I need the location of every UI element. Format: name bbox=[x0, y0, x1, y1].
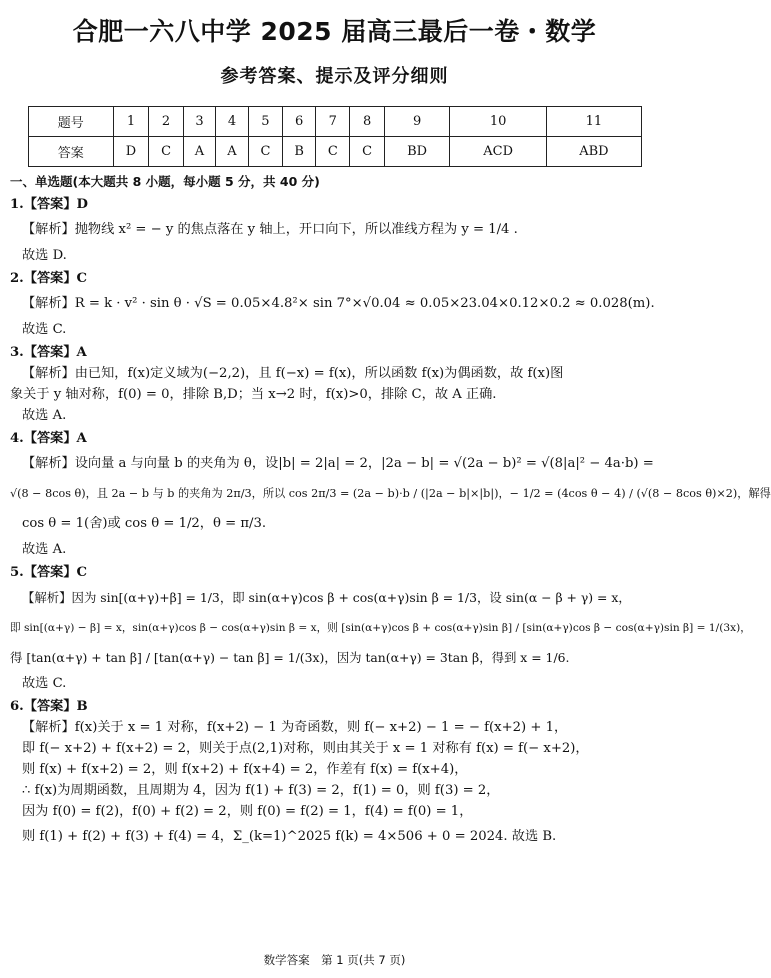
question-5-answer: 5.【答案】C bbox=[10, 565, 88, 580]
question-4-result: cos θ = 1(舍)或 cos θ = 1/2，θ = π/3. bbox=[22, 516, 267, 531]
table-header-cell: 题号 bbox=[29, 107, 114, 137]
question-6-conclusion: 则 f(1) + f(2) + f(3) + f(4) = 4，Σ_(k=1)^2025 f(k) = 4×506 + 0 = 2024. 故选 B. bbox=[22, 829, 557, 844]
table-row-answers bbox=[29, 137, 642, 167]
question-6-explanation-3: 则 f(x) + f(x+2) = 2，则 f(x+2) + f(x+4) = 2，作差有 f(x) = f(x+4)， bbox=[22, 762, 468, 777]
question-4-explanation: 【解析】设向量 a 与向量 b 的夹角为 θ，设|b| = 2|a| = 2，|2a − b| = √(2a − b)² = √(8|a|² − 4a·b) = bbox=[22, 456, 654, 471]
section-heading: 一、单选题(本大题共 8 小题，每小题 5 分，共 40 分) bbox=[10, 174, 320, 189]
question-5-conclusion: 故选 C. bbox=[22, 676, 67, 691]
question-6-explanation-1: 【解析】f(x)关于 x = 1 对称，f(x+2) − 1 为奇函数，则 f(− x+2) − 1 = − f(x+2) + 1， bbox=[22, 720, 568, 735]
document-title: 合肥一六八中学 2025 届高三最后一卷・数学 bbox=[72, 17, 597, 46]
table-cell: 2 bbox=[149, 107, 183, 137]
question-2-conclusion: 故选 C. bbox=[22, 322, 67, 337]
table-cell: C bbox=[248, 137, 282, 167]
table-cell: ACD bbox=[450, 137, 546, 167]
question-1-conclusion: 故选 D. bbox=[22, 248, 67, 263]
table-cell: BD bbox=[384, 137, 450, 167]
table-cell: 7 bbox=[316, 107, 350, 137]
table-cell: 9 bbox=[384, 107, 450, 137]
question-5-result: 得 [tan(α+γ) + tan β] / [tan(α+γ) − tan β] = 1/(3x)，因为 tan(α+γ) = 3tan β，得到 x = 1/6. bbox=[10, 650, 570, 665]
question-1-answer: 1.【答案】D bbox=[10, 197, 88, 212]
answer-table bbox=[28, 106, 642, 167]
table-cell: C bbox=[350, 137, 384, 167]
table-header-cell: 答案 bbox=[29, 137, 114, 167]
question-3-answer: 3.【答案】A bbox=[10, 345, 87, 360]
question-3-explanation: 【解析】由已知，f(x)定义域为(−2,2)，且 f(−x) = f(x)，所以函数 f(x)为偶函数，故 f(x)图 bbox=[22, 366, 564, 381]
question-5-explanation: 【解析】因为 sin[(α+γ)+β] = 1/3，即 sin(α+γ)cos β + cos(α+γ)sin β = 1/3，设 sin(α − β + γ) = x， bbox=[22, 590, 631, 605]
question-2-explanation: 【解析】R = k · v² · sin θ · √S = 0.05×4.8²× sin 7°×√0.04 ≈ 0.05×23.04×0.12×0.2 ≈ 0.028(m). bbox=[22, 296, 655, 311]
solutions-body bbox=[10, 172, 771, 852]
question-3-explanation-cont: 象关于 y 轴对称，f(0) = 0，排除 B,D；当 x→2 时，f(x)>0，排除 C，故 A 正确. bbox=[10, 387, 497, 402]
question-1-explanation: 【解析】抛物线 x² = − y 的焦点落在 y 轴上，开口向下，所以准线方程为 y = 1/4 . bbox=[22, 222, 518, 237]
table-cell: 5 bbox=[248, 107, 282, 137]
table-cell: D bbox=[113, 137, 149, 167]
table-cell: 4 bbox=[216, 107, 249, 137]
document-subtitle: 参考答案、提示及评分细则 bbox=[220, 66, 449, 87]
table-row-numbers bbox=[29, 107, 642, 137]
question-6-explanation-4: ∴ f(x)为周期函数，且周期为 4，因为 f(1) + f(3) = 2，f(1) = 0，则 f(3) = 2， bbox=[22, 783, 500, 798]
question-5-explanation-cont: 即 sin[(α+γ) − β] = x，sin(α+γ)cos β − cos(α+γ)sin β = x，则 [sin(α+γ)cos β + cos(α+γ)sin β] / [sin(α+γ)cos β − cos(α+γ)sin β] = 1/(3x)， bbox=[10, 622, 751, 634]
table-cell: B bbox=[283, 137, 316, 167]
table-cell: A bbox=[183, 137, 216, 167]
table-cell: 8 bbox=[350, 107, 384, 137]
table-cell: 6 bbox=[283, 107, 316, 137]
question-4-answer: 4.【答案】A bbox=[10, 431, 87, 446]
question-2-answer: 2.【答案】C bbox=[10, 271, 88, 286]
page-footer: 数学答案 第 1 页(共 7 页) bbox=[263, 953, 406, 967]
table-cell: 1 bbox=[113, 107, 149, 137]
question-3-conclusion: 故选 A. bbox=[22, 408, 67, 423]
table-cell: 11 bbox=[546, 107, 641, 137]
table-cell: A bbox=[216, 137, 249, 167]
table-cell: 3 bbox=[183, 107, 216, 137]
question-6-explanation-2: 即 f(− x+2) + f(x+2) = 2，则关于点(2,1)对称，则由其关于 x = 1 对称有 f(x) = f(− x+2)， bbox=[22, 741, 589, 756]
question-4-conclusion: 故选 A. bbox=[22, 542, 67, 557]
table-cell: C bbox=[149, 137, 183, 167]
question-4-explanation-cont: √(8 − 8cos θ)，且 2a − b 与 b 的夹角为 2π/3，所以 cos 2π/3 = (2a − b)·b / (|2a − b|×|b|)，− 1/2 = (4cos θ − 4) / (√(8 − 8cos θ)×2)，解得 bbox=[10, 487, 771, 500]
table-cell: C bbox=[316, 137, 350, 167]
question-6-answer: 6.【答案】B bbox=[10, 699, 88, 714]
table-cell: 10 bbox=[450, 107, 546, 137]
question-6-explanation-5: 因为 f(0) = f(2)，f(0) + f(2) = 2，则 f(0) = f(2) = 1，f(4) = f(0) = 1， bbox=[22, 804, 473, 819]
table-cell: ABD bbox=[546, 137, 641, 167]
